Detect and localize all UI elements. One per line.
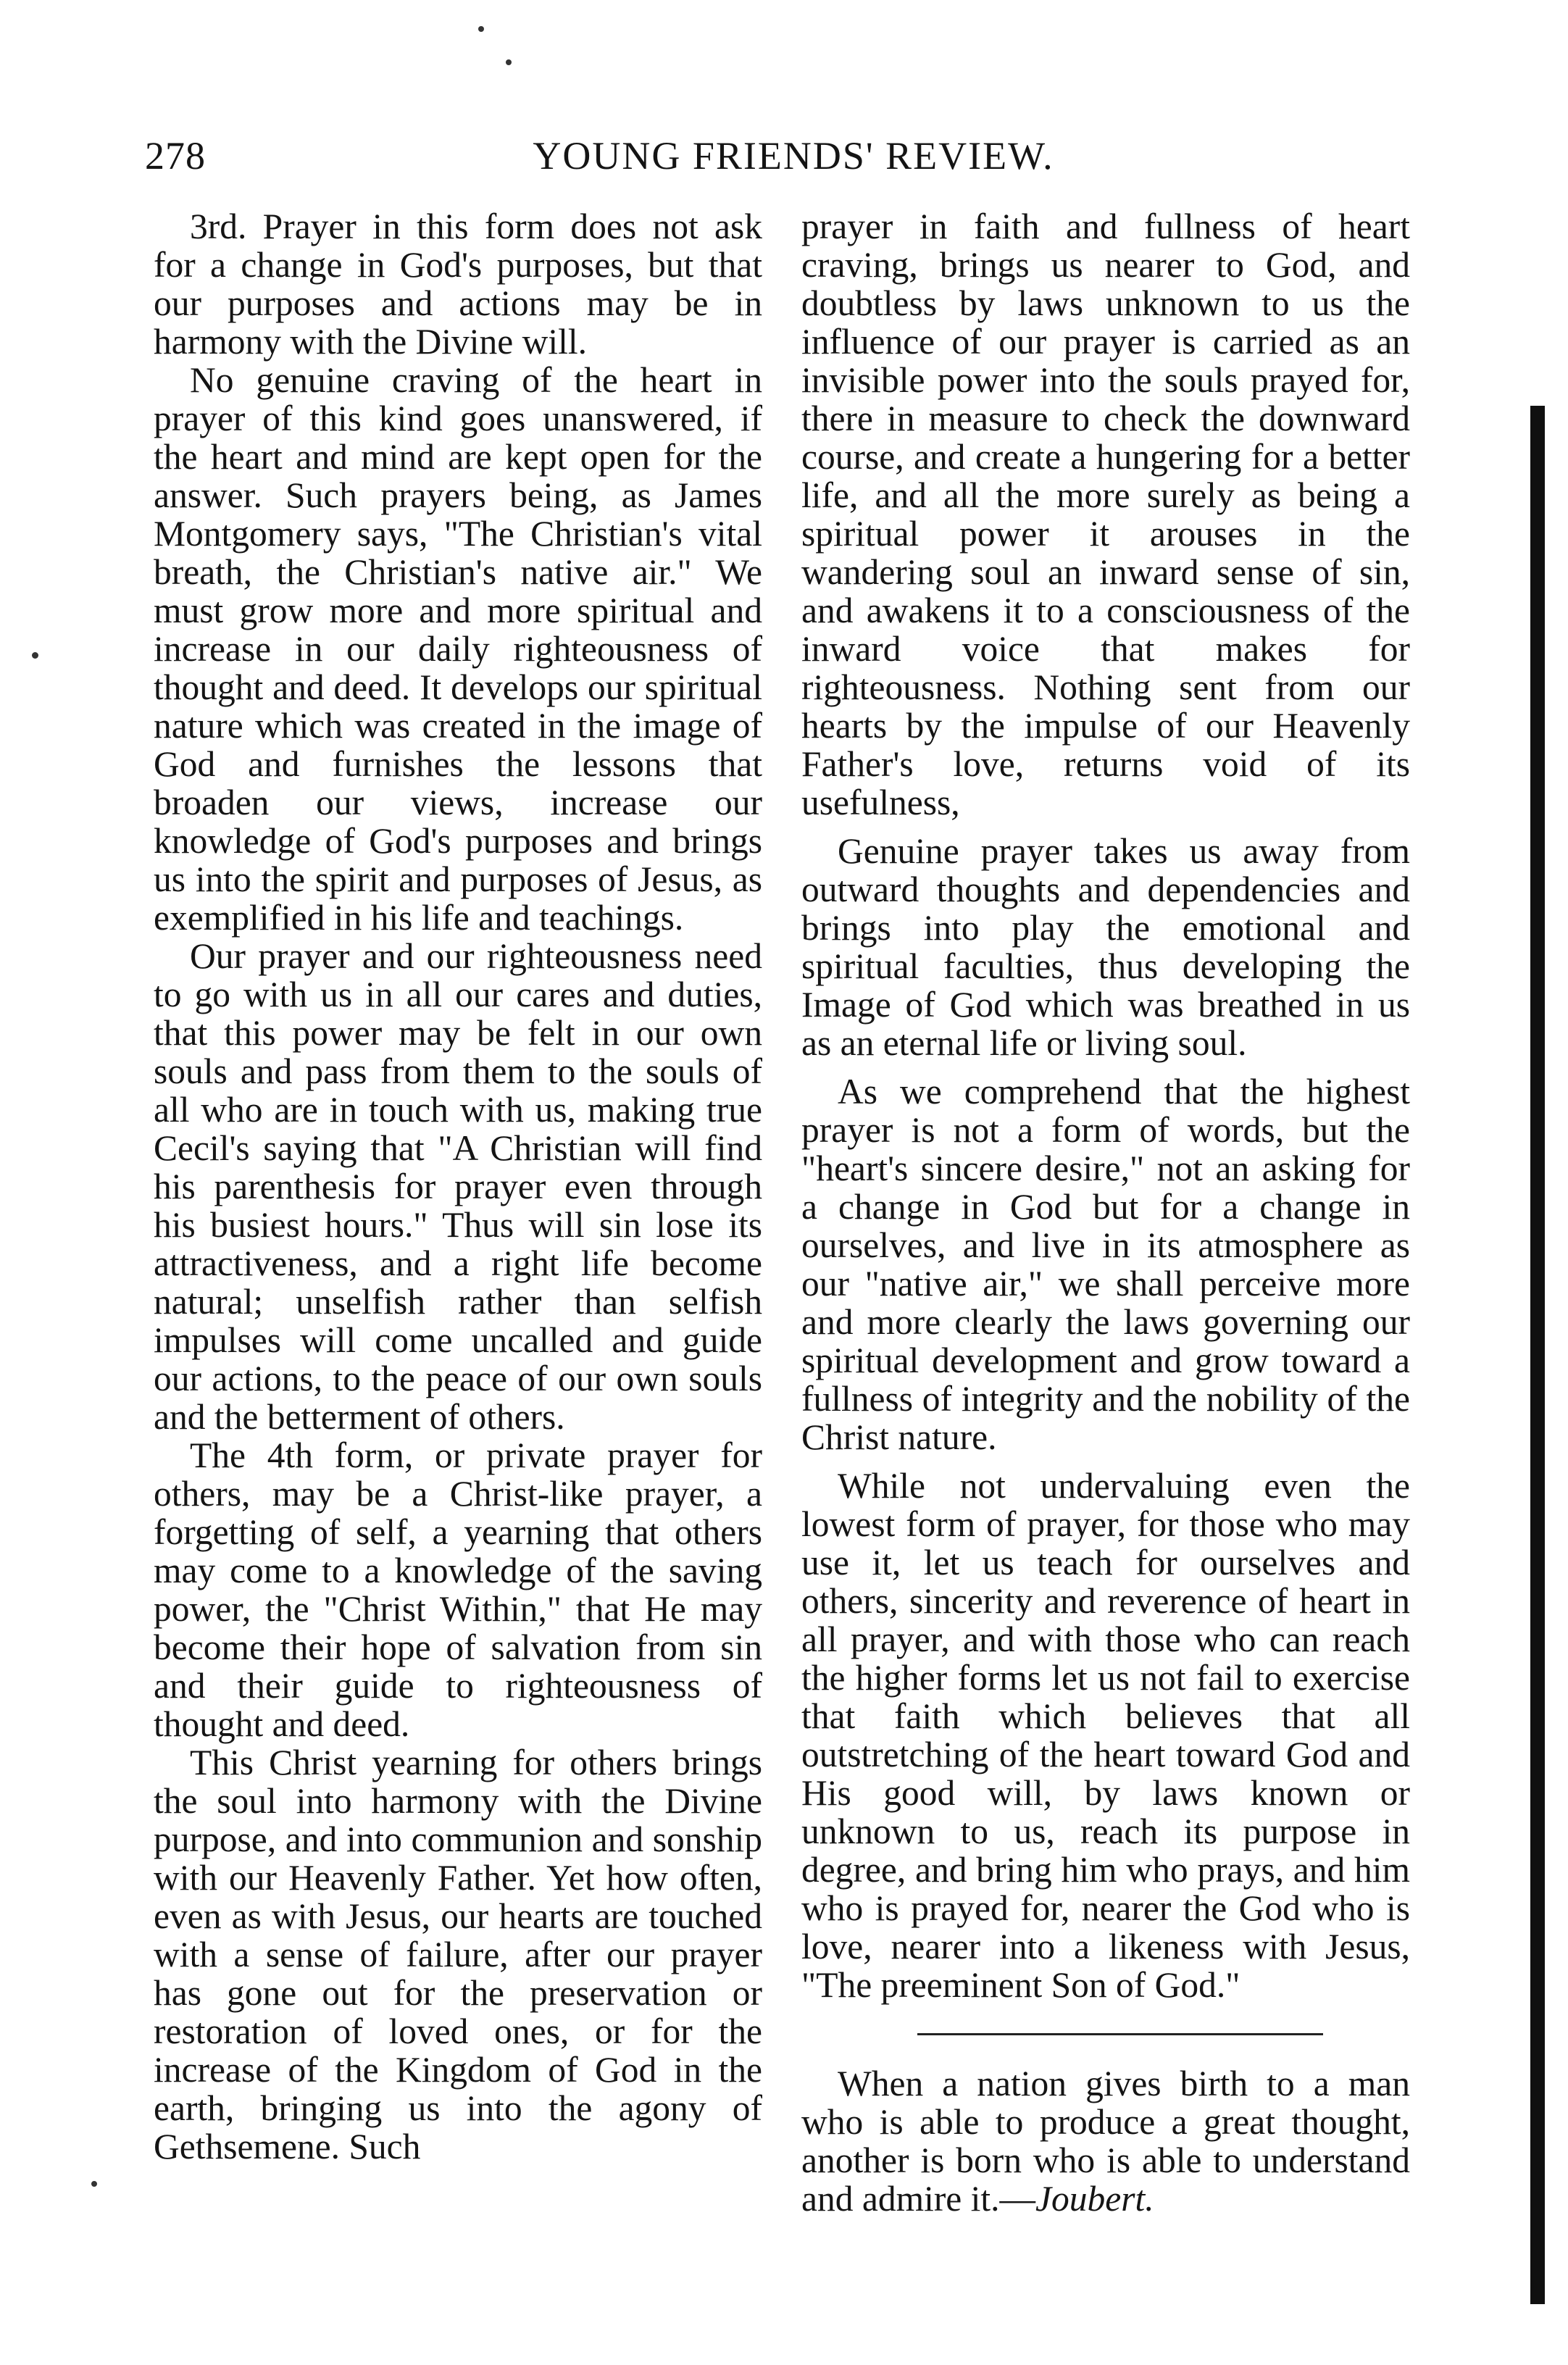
scan-speck (506, 59, 512, 65)
paragraph-genuine-craving: No genuine craving of the heart in prayer of this kind goes unanswered, if the heart and mind are kept open for the answer. Such prayers being, as James Montgomery says, "The Christian's vital breath, the Christian's native air." We must grow more and more spiritual and increase in our daily righteousness of thought and deed. It develops our spiritual nature which was created in the image of God and furnishes the lessons that broaden our views, increase our knowledge of God's purposes and brings us into the spirit and purposes of Jesus, as exemplified in his life and teachings. (154, 360, 762, 938)
paragraph-third-form: 3rd. Prayer in this form does not ask for a change in God's purposes, but that our purposes and actions may be in harmony with the Divine will. (154, 207, 762, 362)
left-column (154, 207, 762, 2166)
scan-speck (478, 26, 484, 32)
running-title: YOUNG FRIENDS' REVIEW. (533, 134, 1054, 178)
paragraph-highest-prayer: As we comprehend that the highest prayer is not a form of words, but the "heart's sincere desire," not an asking for a change in God but for a change in ourselves, and live in its atmosphere as our "native air," we shall perceive more and more clearly the laws governing our spiritual development and grow toward a fullness of integrity and the nobility of the Christ nature. (801, 1072, 1410, 1457)
closing-quote (801, 2064, 1410, 2218)
right-column (801, 207, 1410, 2218)
paragraph-prayer-and-righteousness: Our prayer and our righteousness need to go with us in all our cares and duties, that this power may be felt in our own souls and pass from them to the souls of all who are in touch with us, making true Cecil's saying that "A Christian will find his parenthesis for prayer even through his busiest hours." Thus will sin lose its attractiveness, and a right life become natural; unselfish rather than selfish impulses will come uncalled and guide our actions, to the peace of our own souls and the betterment of others. (154, 936, 762, 1437)
quote-text: When a nation gives birth to a man who is able to produce a great thought, another is born who is able to understand and admire it.— (801, 2064, 1410, 2219)
section-divider (917, 2033, 1323, 2035)
scan-margin-bar (1530, 406, 1545, 2304)
page-number: 278 (145, 134, 206, 178)
paragraph-genuine-prayer: Genuine prayer takes us away from outward thoughts and dependencies and brings into play the emotional and spiritual faculties, thus developing the Image of God which was breathed in us as an eternal life or living soul. (801, 831, 1410, 1063)
paragraph-not-undervaluing: While not undervaluing even the lowest form of prayer, for those who may use it, let us teach for ourselves and others, sincerity and reverence of heart in all prayer, and with those who can reach the higher forms let us not fail to exercise that faith which believes that all outstretching of the heart toward God and His good will, by laws known or unknown to us, reach its purpose in degree, and bring him who prays, and him who is prayed for, nearer the God who is love, nearer into a likeness with Jesus, "The preeminent Son of God." (801, 1466, 1410, 2005)
scan-speck (32, 652, 38, 659)
paragraph-continuation: prayer in faith and fullness of heart craving, brings us nearer to God, and doubtless by laws unknown to us the influence of our prayer is carried as an invisible power into the souls prayed for, there in measure to check the downward course, and create a hungering for a better life, and all the more surely as being a spiritual power it arouses in the wandering soul an inward sense of sin, and awakens it to a consciousness of the inward voice that makes for righteousness. Nothing sent from our hearts by the impulse of our Heavenly Father's love, returns void of its usefulness, (801, 207, 1410, 822)
quote-author: Joubert. (1035, 2179, 1154, 2219)
page-header (145, 133, 1442, 191)
paragraph-fourth-form: The 4th form, or private prayer for others, may be a Christ-like prayer, a forgetting of self, a yearning that others may come to a knowledge of the saving power, the "Christ Within," that He may become their hope of salvation from sin and their guide to righteousness of thought and deed. (154, 1435, 762, 1744)
scan-speck (91, 2181, 97, 2187)
paragraph-christ-yearning: This Christ yearning for others brings the soul into harmony with the Divine purpose, and into communion and sonship with our Heavenly Father. Yet how often, even as with Jesus, our hearts are touched with a sense of failure, after our prayer has gone out for the preservation or restoration of loved ones, or for the increase of the Kingdom of God in the earth, bringing us into the agony of Gethsemene. Such (154, 1743, 762, 2166)
